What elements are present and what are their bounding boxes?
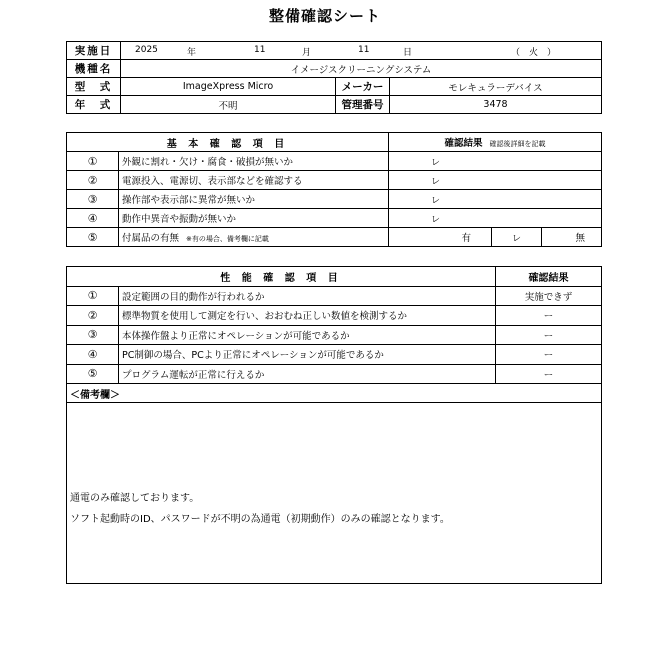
date-value [121,42,602,60]
date-label: 実施日 [67,42,121,60]
row-text: 電源投入、電源切、表示部などを確認する [119,171,389,190]
maker-label: メーカー [336,78,390,96]
date-day-unit: 日 [403,48,413,58]
row-result: ー [496,345,602,365]
table-row [67,345,602,365]
year-value: 不明 [121,96,336,114]
row-number: ① [67,286,119,306]
accessories-ari: 有 [389,228,492,247]
name-label: 機種名 [67,60,121,78]
accessories-nashi: 無 [542,228,602,247]
table-row [67,306,602,326]
notes-header: ＜備考欄＞ [67,384,602,403]
year-label: 年 式 [67,96,121,114]
accessories-check: レ [492,228,542,247]
row-text: PC制御の場合、PCより正常にオペレーションが可能であるか [119,345,496,365]
accessories-note: ※有の場合、備考欄に記載 [186,235,269,243]
date-weekday: （ 火 ） [511,48,557,58]
maker-value: モレキュラーデバイス [390,78,602,96]
perf-header: 性 能 確 認 項 目 [67,267,496,287]
row-text: 動作中異音や振動が無いか [119,209,389,228]
date-day: 11 [358,45,370,55]
page-title: 整備確認シート [268,7,381,25]
date-year: 2025 [135,45,158,55]
table-row [67,286,602,306]
table-row [67,190,602,209]
row-text: 操作部や表示部に異常が無いか [119,190,389,209]
row-number: ⑤ [67,228,119,247]
perf-result-header: 確認結果 [496,267,602,287]
name-value: イメージスクリーニングシステム [121,60,602,78]
table-row [67,152,602,171]
performance-check-table [66,266,602,584]
basic-result-header [389,133,602,152]
row-number: ④ [67,345,119,365]
row-text: 本体操作盤より正常にオペレーションが可能であるか [119,325,496,345]
row-number: ② [67,171,119,190]
basic-header: 基 本 確 認 項 目 [67,133,389,152]
notes-line-1: 通電のみ確認しております。 [70,493,200,504]
info-table [66,41,602,114]
mgmt-value: 3478 [390,96,602,114]
date-year-unit: 年 [187,48,197,58]
notes-body [67,403,602,584]
row-text-accessories [119,228,389,247]
row-result: レ [389,171,602,190]
date-month: 11 [254,45,266,55]
row-number: ③ [67,325,119,345]
table-row [67,228,602,247]
row-result: ー [496,325,602,345]
mgmt-label: 管理番号 [336,96,390,114]
table-row [67,209,602,228]
row-result: レ [389,209,602,228]
notes-line-2: ソフト起動時のID、パスワードが不明の為通電（初期動作）のみの確認となります。 [70,514,450,525]
accessories-label: 付属品の有無 [122,233,180,244]
row-result: ー [496,364,602,384]
row-text: 外観に割れ・欠け・腐食・破損が無いか [119,152,389,171]
model-value: ImageXpress Micro [121,78,336,96]
row-result: レ [389,152,602,171]
basic-result-title: 確認結果 [444,138,483,149]
model-label: 型 式 [67,78,121,96]
row-text: 設定範囲の目的動作が行われるか [119,286,496,306]
row-number: ③ [67,190,119,209]
row-number: ④ [67,209,119,228]
table-row [67,325,602,345]
row-result: ー [496,306,602,326]
table-row [67,364,602,384]
basic-result-note: 確認後詳細を記載 [489,140,546,148]
row-text: 標準物質を使用して測定を行い、おおむね正しい数値を検測するか [119,306,496,326]
row-number: ① [67,152,119,171]
basic-check-table [66,132,602,247]
row-result: 実施できず [496,286,602,306]
row-text: プログラム運転が正常に行えるか [119,364,496,384]
row-number: ② [67,306,119,326]
row-result: レ [389,190,602,209]
table-row [67,171,602,190]
row-number: ⑤ [67,364,119,384]
date-month-unit: 月 [302,48,312,58]
